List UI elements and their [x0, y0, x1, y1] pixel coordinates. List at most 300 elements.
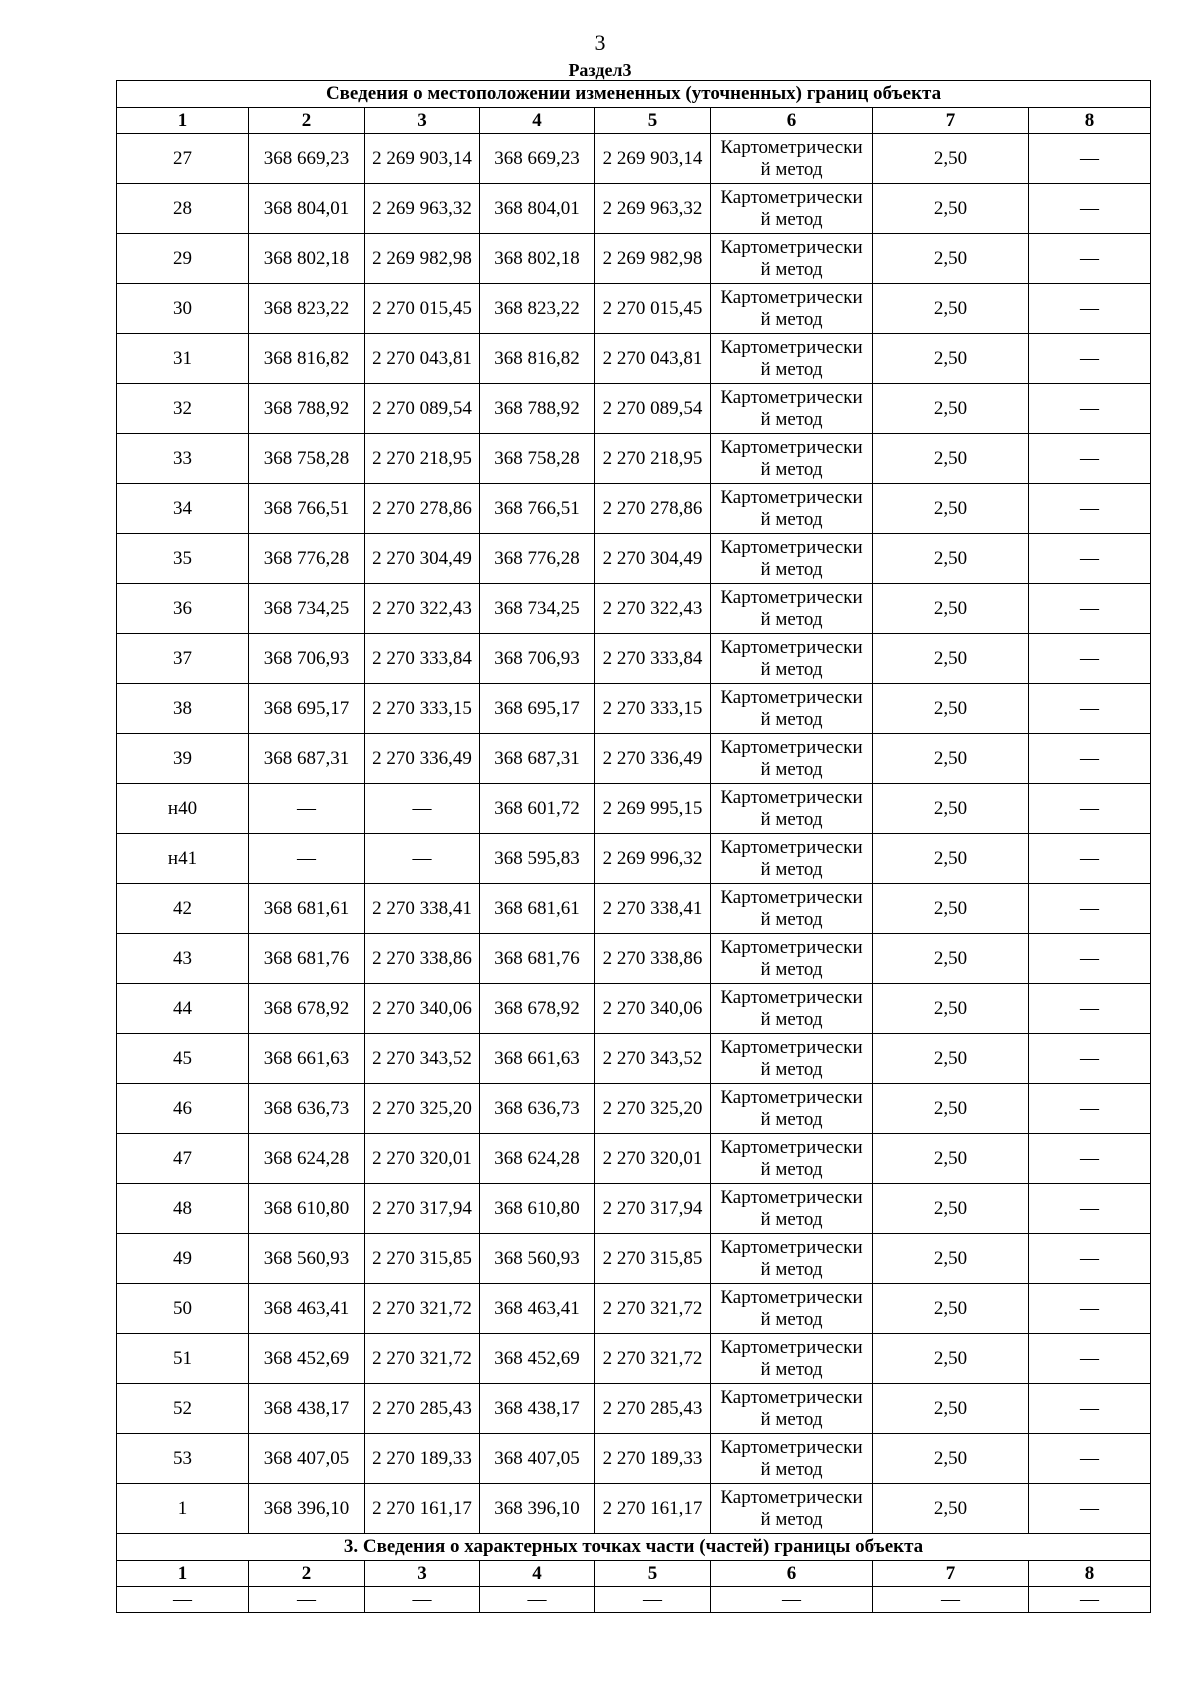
x-old-cell: 368 804,01 — [249, 184, 365, 234]
part-section-title: 3. Сведения о характерных точках части (частей) границы объекта — [117, 1534, 1151, 1561]
method-line: Картометрически — [720, 386, 863, 408]
y-new-cell: 2 270 333,84 — [595, 634, 711, 684]
method-line: й метод — [760, 408, 823, 430]
table-row — [117, 684, 1151, 734]
column-number: 4 — [480, 1561, 595, 1587]
method-line: Картометрически — [720, 1436, 863, 1458]
y-new-cell: 2 270 161,17 — [595, 1484, 711, 1534]
x-new-cell: 368 396,10 — [480, 1484, 595, 1534]
method-line: й метод — [760, 908, 823, 930]
y-old-cell: — — [365, 784, 480, 834]
method-cell — [711, 1284, 873, 1334]
point-cell: 43 — [117, 934, 249, 984]
method-line: Картометрически — [720, 1036, 863, 1058]
point-cell: 31 — [117, 334, 249, 384]
method-line: й метод — [760, 558, 823, 580]
empty-cell: — — [711, 1587, 873, 1613]
note-cell: — — [1029, 1384, 1151, 1434]
note-cell: — — [1029, 534, 1151, 584]
column-number: 8 — [1029, 108, 1151, 134]
x-old-cell: 368 758,28 — [249, 434, 365, 484]
empty-cell: — — [595, 1587, 711, 1613]
method-line: й метод — [760, 1158, 823, 1180]
method-line: й метод — [760, 958, 823, 980]
part-column-number-row — [117, 1561, 1151, 1587]
y-old-cell: 2 270 278,86 — [365, 484, 480, 534]
y-new-cell: 2 270 338,41 — [595, 884, 711, 934]
point-cell: 34 — [117, 484, 249, 534]
note-cell: — — [1029, 134, 1151, 184]
method-line: Картометрически — [720, 786, 863, 808]
x-new-cell: 368 636,73 — [480, 1084, 595, 1134]
accuracy-cell: 2,50 — [873, 334, 1029, 384]
method-line: й метод — [760, 1308, 823, 1330]
method-line: Картометрически — [720, 636, 863, 658]
x-new-cell: 368 601,72 — [480, 784, 595, 834]
point-cell: 39 — [117, 734, 249, 784]
point-cell: 52 — [117, 1384, 249, 1434]
x-old-cell: — — [249, 784, 365, 834]
section-title: Раздел3 — [568, 60, 632, 80]
point-cell: 49 — [117, 1234, 249, 1284]
table-row — [117, 934, 1151, 984]
method-line: Картометрически — [720, 536, 863, 558]
note-cell: — — [1029, 1434, 1151, 1484]
note-cell: — — [1029, 834, 1151, 884]
y-old-cell: 2 270 089,54 — [365, 384, 480, 434]
empty-cell: — — [480, 1587, 595, 1613]
method-line: й метод — [760, 158, 823, 180]
column-number: 3 — [365, 108, 480, 134]
column-number: 7 — [873, 1561, 1029, 1587]
note-cell: — — [1029, 784, 1151, 834]
method-line: Картометрически — [720, 586, 863, 608]
method-cell — [711, 884, 873, 934]
column-number: 5 — [595, 1561, 711, 1587]
table-row — [117, 234, 1151, 284]
method-line: й метод — [760, 1208, 823, 1230]
x-old-cell: 368 788,92 — [249, 384, 365, 434]
table-row — [117, 1284, 1151, 1334]
note-cell: — — [1029, 384, 1151, 434]
table-row — [117, 1084, 1151, 1134]
method-line: й метод — [760, 458, 823, 480]
x-old-cell: 368 669,23 — [249, 134, 365, 184]
x-new-cell: 368 706,93 — [480, 634, 595, 684]
accuracy-cell: 2,50 — [873, 134, 1029, 184]
column-number: 1 — [117, 1561, 249, 1587]
table-row — [117, 134, 1151, 184]
y-new-cell: 2 270 340,06 — [595, 984, 711, 1034]
y-old-cell: 2 269 982,98 — [365, 234, 480, 284]
table-row — [117, 1034, 1151, 1084]
accuracy-cell: 2,50 — [873, 1334, 1029, 1384]
table-row — [117, 1234, 1151, 1284]
table-row — [117, 1384, 1151, 1434]
x-old-cell: 368 802,18 — [249, 234, 365, 284]
table-row — [117, 184, 1151, 234]
x-old-cell: 368 681,61 — [249, 884, 365, 934]
method-cell — [711, 984, 873, 1034]
point-cell: 46 — [117, 1084, 249, 1134]
x-new-cell: 368 595,83 — [480, 834, 595, 884]
empty-cell: — — [249, 1587, 365, 1613]
x-new-cell: 368 661,63 — [480, 1034, 595, 1084]
accuracy-cell: 2,50 — [873, 634, 1029, 684]
empty-cell: — — [117, 1587, 249, 1613]
note-cell: — — [1029, 484, 1151, 534]
note-cell: — — [1029, 1334, 1151, 1384]
accuracy-cell: 2,50 — [873, 734, 1029, 784]
point-cell: 29 — [117, 234, 249, 284]
table-row — [117, 584, 1151, 634]
x-new-cell: 368 560,93 — [480, 1234, 595, 1284]
method-line: Картометрически — [720, 236, 863, 258]
method-cell — [711, 134, 873, 184]
y-new-cell: 2 270 320,01 — [595, 1134, 711, 1184]
method-cell — [711, 1084, 873, 1134]
y-old-cell: 2 270 218,95 — [365, 434, 480, 484]
point-cell: 38 — [117, 684, 249, 734]
method-cell — [711, 734, 873, 784]
method-line: Картометрически — [720, 436, 863, 458]
note-cell: — — [1029, 1284, 1151, 1334]
method-line: Картометрически — [720, 186, 863, 208]
y-new-cell: 2 270 015,45 — [595, 284, 711, 334]
method-cell — [711, 1334, 873, 1384]
x-old-cell: 368 610,80 — [249, 1184, 365, 1234]
y-old-cell: 2 270 321,72 — [365, 1284, 480, 1334]
y-new-cell: 2 269 963,32 — [595, 184, 711, 234]
table-row — [117, 484, 1151, 534]
method-cell — [711, 934, 873, 984]
y-old-cell: 2 270 315,85 — [365, 1234, 480, 1284]
x-new-cell: 368 776,28 — [480, 534, 595, 584]
column-number: 8 — [1029, 1561, 1151, 1587]
method-line: й метод — [760, 208, 823, 230]
note-cell: — — [1029, 934, 1151, 984]
method-line: й метод — [760, 758, 823, 780]
x-old-cell: — — [249, 834, 365, 884]
note-cell: — — [1029, 1134, 1151, 1184]
accuracy-cell: 2,50 — [873, 984, 1029, 1034]
x-old-cell: 368 624,28 — [249, 1134, 365, 1184]
x-old-cell: 368 396,10 — [249, 1484, 365, 1534]
y-new-cell: 2 270 336,49 — [595, 734, 711, 784]
method-line: й метод — [760, 1058, 823, 1080]
y-new-cell: 2 270 315,85 — [595, 1234, 711, 1284]
y-new-cell: 2 270 321,72 — [595, 1334, 711, 1384]
column-number: 1 — [117, 108, 249, 134]
point-cell: 33 — [117, 434, 249, 484]
table-caption-row — [117, 81, 1151, 108]
note-cell: — — [1029, 634, 1151, 684]
boundary-points-table — [116, 80, 1151, 1613]
method-line: Картометрически — [720, 986, 863, 1008]
method-cell — [711, 1134, 873, 1184]
x-new-cell: 368 816,82 — [480, 334, 595, 384]
x-old-cell: 368 636,73 — [249, 1084, 365, 1134]
y-old-cell: 2 270 322,43 — [365, 584, 480, 634]
method-line: й метод — [760, 808, 823, 830]
table-row — [117, 634, 1151, 684]
x-new-cell: 368 463,41 — [480, 1284, 595, 1334]
part-section-title-row — [117, 1534, 1151, 1561]
note-cell: — — [1029, 1084, 1151, 1134]
x-old-cell: 368 823,22 — [249, 284, 365, 334]
y-new-cell: 2 270 343,52 — [595, 1034, 711, 1084]
point-cell: 35 — [117, 534, 249, 584]
y-old-cell: 2 270 317,94 — [365, 1184, 480, 1234]
point-cell: 42 — [117, 884, 249, 934]
point-cell: 27 — [117, 134, 249, 184]
method-line: Картометрически — [720, 486, 863, 508]
x-new-cell: 368 804,01 — [480, 184, 595, 234]
table-body — [117, 81, 1151, 1613]
method-line: Картометрически — [720, 1486, 863, 1508]
x-old-cell: 368 661,63 — [249, 1034, 365, 1084]
empty-cell: — — [1029, 1587, 1151, 1613]
accuracy-cell: 2,50 — [873, 1384, 1029, 1434]
y-old-cell: 2 270 336,49 — [365, 734, 480, 784]
method-line: й метод — [760, 1108, 823, 1130]
x-old-cell: 368 816,82 — [249, 334, 365, 384]
note-cell: — — [1029, 584, 1151, 634]
method-cell — [711, 384, 873, 434]
point-cell: 50 — [117, 1284, 249, 1334]
method-cell — [711, 584, 873, 634]
part-empty-row — [117, 1587, 1151, 1613]
y-old-cell: 2 270 285,43 — [365, 1384, 480, 1434]
method-line: Картометрически — [720, 1336, 863, 1358]
method-line: й метод — [760, 308, 823, 330]
x-new-cell: 368 758,28 — [480, 434, 595, 484]
point-cell: 45 — [117, 1034, 249, 1084]
method-line: Картометрически — [720, 686, 863, 708]
method-line: й метод — [760, 1408, 823, 1430]
accuracy-cell: 2,50 — [873, 584, 1029, 634]
point-cell: 47 — [117, 1134, 249, 1184]
method-cell — [711, 234, 873, 284]
point-cell: н40 — [117, 784, 249, 834]
method-line: й метод — [760, 1358, 823, 1380]
method-line: й метод — [760, 258, 823, 280]
x-new-cell: 368 438,17 — [480, 1384, 595, 1434]
y-new-cell: 2 270 278,86 — [595, 484, 711, 534]
x-new-cell: 368 766,51 — [480, 484, 595, 534]
note-cell: — — [1029, 684, 1151, 734]
note-cell: — — [1029, 284, 1151, 334]
x-old-cell: 368 681,76 — [249, 934, 365, 984]
accuracy-cell: 2,50 — [873, 884, 1029, 934]
method-line: Картометрически — [720, 1386, 863, 1408]
accuracy-cell: 2,50 — [873, 284, 1029, 334]
method-cell — [711, 1034, 873, 1084]
column-number: 2 — [249, 108, 365, 134]
x-new-cell: 368 823,22 — [480, 284, 595, 334]
table-row — [117, 1434, 1151, 1484]
y-new-cell: 2 270 321,72 — [595, 1284, 711, 1334]
page-number: 3 — [594, 30, 606, 55]
accuracy-cell: 2,50 — [873, 834, 1029, 884]
method-line: Картометрически — [720, 136, 863, 158]
y-old-cell: 2 270 343,52 — [365, 1034, 480, 1084]
method-cell — [711, 684, 873, 734]
method-cell — [711, 634, 873, 684]
y-new-cell: 2 270 189,33 — [595, 1434, 711, 1484]
y-new-cell: 2 270 325,20 — [595, 1084, 711, 1134]
y-new-cell: 2 270 089,54 — [595, 384, 711, 434]
y-old-cell: 2 270 338,86 — [365, 934, 480, 984]
y-new-cell: 2 270 333,15 — [595, 684, 711, 734]
x-new-cell: 368 802,18 — [480, 234, 595, 284]
method-line: Картометрически — [720, 1236, 863, 1258]
x-old-cell: 368 687,31 — [249, 734, 365, 784]
y-old-cell: 2 270 338,41 — [365, 884, 480, 934]
y-new-cell: 2 270 285,43 — [595, 1384, 711, 1434]
empty-cell: — — [365, 1587, 480, 1613]
y-old-cell: 2 270 333,84 — [365, 634, 480, 684]
column-number: 3 — [365, 1561, 480, 1587]
accuracy-cell: 2,50 — [873, 384, 1029, 434]
y-new-cell: 2 270 317,94 — [595, 1184, 711, 1234]
x-new-cell: 368 734,25 — [480, 584, 595, 634]
x-new-cell: 368 678,92 — [480, 984, 595, 1034]
accuracy-cell: 2,50 — [873, 1184, 1029, 1234]
accuracy-cell: 2,50 — [873, 1484, 1029, 1534]
y-old-cell: 2 270 043,81 — [365, 334, 480, 384]
method-cell — [711, 784, 873, 834]
x-old-cell: 368 678,92 — [249, 984, 365, 1034]
method-line: Картометрически — [720, 1286, 863, 1308]
method-line: й метод — [760, 1008, 823, 1030]
table-row — [117, 984, 1151, 1034]
point-cell: н41 — [117, 834, 249, 884]
y-old-cell: — — [365, 834, 480, 884]
table-row — [117, 534, 1151, 584]
method-cell — [711, 1234, 873, 1284]
point-cell: 48 — [117, 1184, 249, 1234]
method-line: Картометрически — [720, 886, 863, 908]
method-line: Картометрически — [720, 836, 863, 858]
method-line: й метод — [760, 1258, 823, 1280]
x-old-cell: 368 463,41 — [249, 1284, 365, 1334]
method-cell — [711, 434, 873, 484]
table-row — [117, 334, 1151, 384]
method-cell — [711, 1184, 873, 1234]
column-number: 6 — [711, 1561, 873, 1587]
point-cell: 44 — [117, 984, 249, 1034]
method-line: Картометрически — [720, 336, 863, 358]
method-line: Картометрически — [720, 936, 863, 958]
x-old-cell: 368 706,93 — [249, 634, 365, 684]
method-cell — [711, 284, 873, 334]
table-row — [117, 1134, 1151, 1184]
table-row — [117, 734, 1151, 784]
x-old-cell: 368 560,93 — [249, 1234, 365, 1284]
x-new-cell: 368 407,05 — [480, 1434, 595, 1484]
accuracy-cell: 2,50 — [873, 1034, 1029, 1084]
accuracy-cell: 2,50 — [873, 1434, 1029, 1484]
table-row — [117, 1184, 1151, 1234]
point-cell: 30 — [117, 284, 249, 334]
method-line: й метод — [760, 1458, 823, 1480]
note-cell: — — [1029, 1034, 1151, 1084]
method-cell — [711, 834, 873, 884]
y-new-cell: 2 269 903,14 — [595, 134, 711, 184]
column-number: 5 — [595, 108, 711, 134]
y-new-cell: 2 270 043,81 — [595, 334, 711, 384]
note-cell: — — [1029, 1234, 1151, 1284]
point-cell: 53 — [117, 1434, 249, 1484]
table-row — [117, 884, 1151, 934]
point-cell: 37 — [117, 634, 249, 684]
accuracy-cell: 2,50 — [873, 934, 1029, 984]
method-line: й метод — [760, 708, 823, 730]
y-old-cell: 2 270 333,15 — [365, 684, 480, 734]
accuracy-cell: 2,50 — [873, 184, 1029, 234]
note-cell: — — [1029, 184, 1151, 234]
note-cell: — — [1029, 734, 1151, 784]
note-cell: — — [1029, 334, 1151, 384]
y-old-cell: 2 270 340,06 — [365, 984, 480, 1034]
x-new-cell: 368 669,23 — [480, 134, 595, 184]
note-cell: — — [1029, 1484, 1151, 1534]
table-row — [117, 434, 1151, 484]
y-new-cell: 2 270 304,49 — [595, 534, 711, 584]
x-old-cell: 368 734,25 — [249, 584, 365, 634]
method-line: Картометрически — [720, 286, 863, 308]
accuracy-cell: 2,50 — [873, 234, 1029, 284]
method-line: Картометрически — [720, 1136, 863, 1158]
x-new-cell: 368 788,92 — [480, 384, 595, 434]
x-old-cell: 368 438,17 — [249, 1384, 365, 1434]
method-cell — [711, 334, 873, 384]
method-line: й метод — [760, 358, 823, 380]
method-line: Картометрически — [720, 1186, 863, 1208]
y-old-cell: 2 270 161,17 — [365, 1484, 480, 1534]
table-row — [117, 1334, 1151, 1384]
accuracy-cell: 2,50 — [873, 684, 1029, 734]
table-row — [117, 384, 1151, 434]
accuracy-cell: 2,50 — [873, 534, 1029, 584]
accuracy-cell: 2,50 — [873, 1234, 1029, 1284]
y-new-cell: 2 270 218,95 — [595, 434, 711, 484]
method-line: й метод — [760, 608, 823, 630]
point-cell: 1 — [117, 1484, 249, 1534]
column-number-row — [117, 108, 1151, 134]
method-cell — [711, 534, 873, 584]
accuracy-cell: 2,50 — [873, 484, 1029, 534]
note-cell: — — [1029, 434, 1151, 484]
point-cell: 36 — [117, 584, 249, 634]
note-cell: — — [1029, 984, 1151, 1034]
method-cell — [711, 184, 873, 234]
note-cell: — — [1029, 884, 1151, 934]
method-line: й метод — [760, 508, 823, 530]
y-old-cell: 2 269 903,14 — [365, 134, 480, 184]
x-old-cell: 368 766,51 — [249, 484, 365, 534]
accuracy-cell: 2,50 — [873, 434, 1029, 484]
column-number: 4 — [480, 108, 595, 134]
note-cell: — — [1029, 1184, 1151, 1234]
x-new-cell: 368 624,28 — [480, 1134, 595, 1184]
point-cell: 32 — [117, 384, 249, 434]
x-old-cell: 368 452,69 — [249, 1334, 365, 1384]
point-cell: 51 — [117, 1334, 249, 1384]
accuracy-cell: 2,50 — [873, 1084, 1029, 1134]
point-cell: 28 — [117, 184, 249, 234]
